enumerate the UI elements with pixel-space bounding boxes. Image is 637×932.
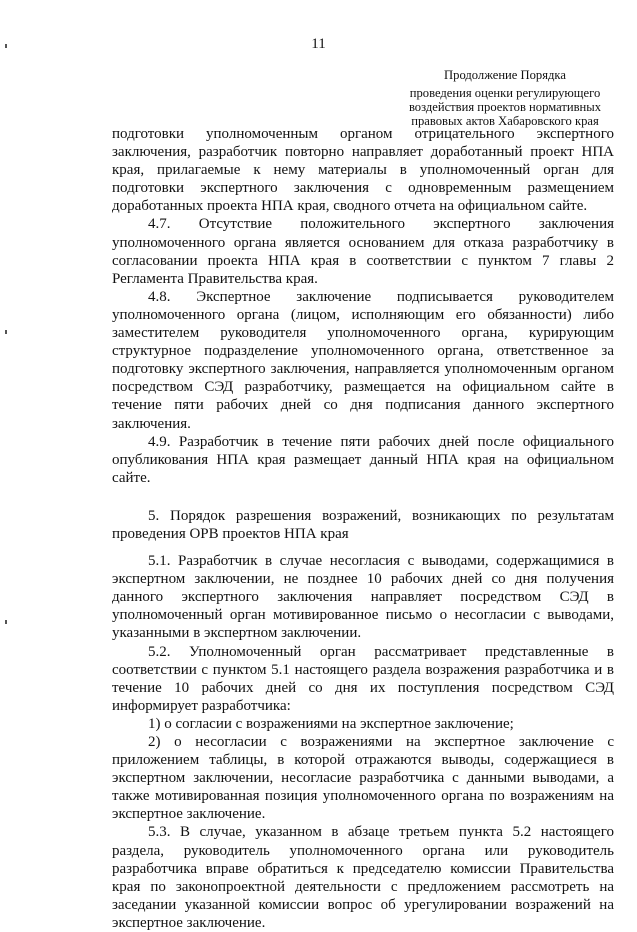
paragraph-5-2: 5.2. Уполномоченный орган рассматривает представленные в соответствии с пунктом 5.1 настоящего раздела возражения разработчика и в течение 10 рабочих дней со дня их поступления посредством СЭД информирует разработчика: xyxy=(112,643,614,714)
continuation-header xyxy=(395,68,615,128)
paragraph-5-1: 5.1. Разработчик в случае несогласия с выводами, содержащимися в экспертном заключении, не позднее 10 рабочих дней со дня получения данного экспертного заключения направляет посредством СЭД в уполномоченный орган мотивированное письмо о несогласии с выводами, указанными в экспертном заключении. xyxy=(112,553,614,642)
section-heading-5: 5. Порядок разрешения возражений, возникающих по результатам проведения ОРВ проектов НПА края xyxy=(112,507,614,542)
scan-margin-mark xyxy=(5,620,7,624)
paragraph-4-7: 4.7. Отсутствие положительного экспертного заключения уполномоченного органа является основанием для отказа разработчику в согласовании проекта НПА края в соответствии с пунктом 7 главы 2 Регламента Правительства края. xyxy=(112,216,614,287)
paragraph-4-9: 4.9. Разработчик в течение пяти рабочих дней после официального опубликования НПА края размещает данный НПА края на официальном сайте. xyxy=(112,433,614,486)
header-title: Продолжение Порядка xyxy=(444,68,566,82)
header-subtitle: проведения оценки регулирующего воздействия проектов нормативных правовых актов Хабаровского края xyxy=(408,86,602,128)
list-item-5-2-1: 1) о согласии с возражениями на экспертное заключение; xyxy=(148,715,514,732)
paragraph-continuation: подготовки уполномоченным органом отрицательного экспертного заключения, разработчик повторно направляет доработанный проект НПА края, прилагаемые к нему материалы в уполномоченный орган для подготовки экспертного заключения с одновременным размещением доработанных проекта НПА края, сводного отчета на официальном сайте. xyxy=(112,126,614,215)
paragraph-4-8: 4.8. Экспертное заключение подписывается руководителем уполномоченного органа (лицом, исполняющим его обязанности) либо заместителем руководителя уполномоченного органа, курирующим структурное подразделение уполномоченного органа, ответственное за подготовку экспертного заключения, направляется уполномоченным органом посредством СЭД разработчику, размещается на официальном сайте в течение пяти рабочих дней со дня подписания данного экспертного заключения. xyxy=(112,288,614,432)
page-number: 11 xyxy=(311,36,326,52)
paragraph-5-3: 5.3. В случае, указанном в абзаце третьем пункта 5.2 настоящего раздела, руководитель уполномоченного органа или руководитель разработчика вправе обратиться к председателю комиссии Правительства края по законопроектной деятельности с предложением рассмотреть на заседании указанной комиссии вопрос об урегулировании возражений на экспертное заключение. xyxy=(112,824,614,931)
list-item-5-2-2: 2) о несогласии с возражениями на экспертное заключение с приложением таблицы, в которой отражаются выводы, содержащиеся в экспертном заключении, несогласие разработчика с данными выводами, а также мотивированная позиция уполномоченного органа по возражениям на экспертное заключение. xyxy=(112,734,614,823)
scan-margin-mark xyxy=(5,330,7,334)
document-body xyxy=(112,125,614,932)
